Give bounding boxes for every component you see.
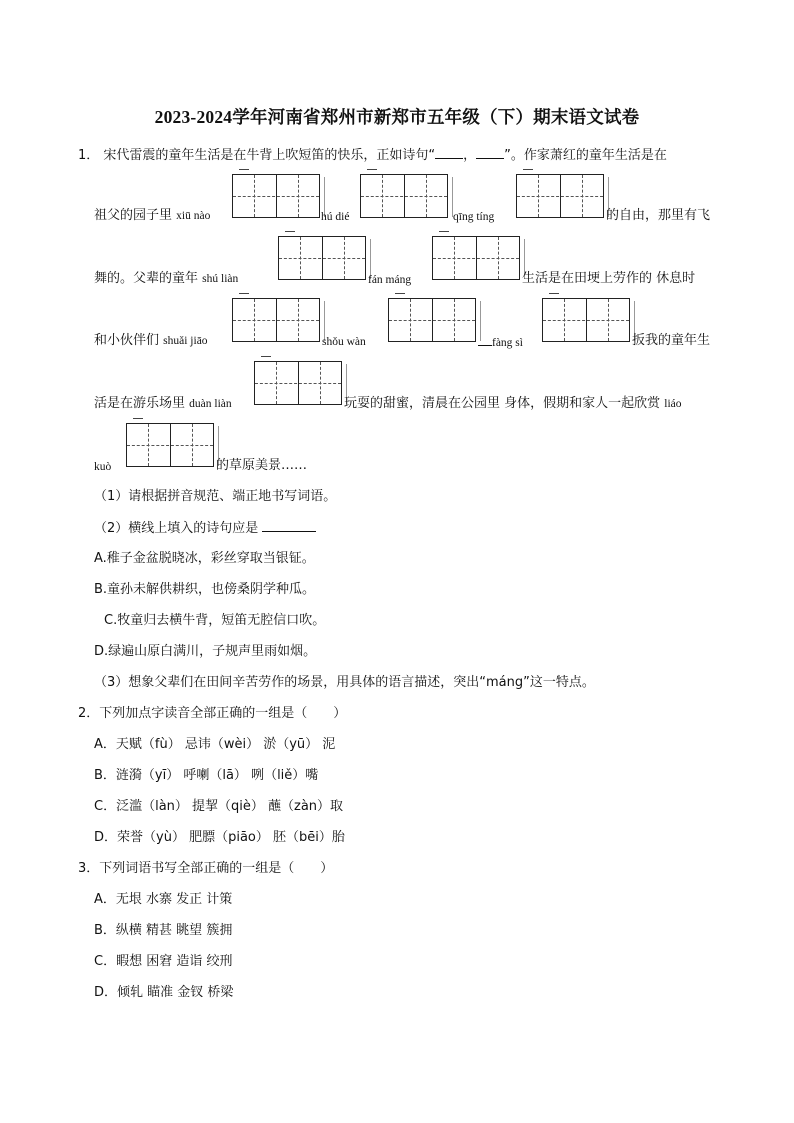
q3-option-d[interactable]: D．倾轧 瞄准 金钗 桥梁 — [94, 985, 234, 1000]
pinyin-fangsi-wrap: fàng sì — [478, 333, 523, 352]
q1-line-1: 1． 宋代雷震的童年生活是在牛背上吹短笛的快乐，正如诗句“ ， ”。作家萧红的童年生活是在 — [78, 148, 667, 163]
q2-option-d[interactable]: D．荣誉（yù） 肥膘（piāo） 胚（bēi）胎 — [94, 830, 345, 845]
pinyin-kuo: kuò — [94, 461, 112, 473]
q1-option-b[interactable]: B.童孙未解供耕织，也傍桑阴学种瓜。 — [94, 582, 316, 597]
q1-line-3-end: 生活是在田埂上劳作的 休息时 — [522, 271, 696, 286]
q2-stem: 2．下列加点字读音全部正确的一组是（ ） — [78, 706, 347, 721]
answer-grid-8[interactable] — [542, 298, 630, 342]
pinyin-qingting: qīng tíng — [453, 211, 495, 223]
q1-option-a[interactable]: A.稚子金盆脱晓冰，彩丝穿取当银钲。 — [94, 551, 315, 566]
answer-grid-6[interactable] — [232, 298, 320, 342]
q1-sub-2: （2）横线上填入的诗句应是 — [94, 519, 316, 538]
answer-grid-1[interactable] — [232, 174, 320, 218]
answer-grid-2[interactable] — [360, 174, 448, 218]
q1-option-c[interactable]: C.牧童归去横牛背，短笛无腔信口吹。 — [104, 613, 326, 628]
pinyin-shouwan: shǒu wàn — [322, 336, 366, 348]
q1-line-2-start: 祖父的园子里 xiū nào — [94, 208, 211, 223]
q1-line-5-start: 活是在游乐场里 duàn liàn — [94, 396, 232, 411]
answer-grid-4[interactable] — [278, 236, 366, 280]
pinyin-hudie: hú dié — [321, 211, 350, 223]
q1-sub-1: （1）请根据拼音规范、端正地书写词语。 — [94, 489, 337, 504]
q1-line-5-mid: 玩耍的甜蜜，清晨在公园里 身体，假期和家人一起欣赏 liáo — [344, 396, 682, 411]
q1-line-3-start: 舞的。父辈的童年 shú liàn — [94, 271, 239, 286]
q1-line-6-end: 的草原美景…… — [216, 458, 308, 473]
q1-line-2-end: 的自由，那里有飞 — [606, 208, 711, 223]
q1-line-4-start: 和小伙伴们 shuǎi jiāo — [94, 333, 208, 348]
answer-grid-7[interactable] — [388, 298, 476, 342]
pinyin-fanmang: fán máng — [368, 274, 412, 286]
page-title: 2023-2024学年河南省郑州市新郑市五年级（下）期末语文试卷 — [154, 107, 640, 127]
q2-option-b[interactable]: B．涟漪（yī） 呼喇（lā） 咧（liě）嘴 — [94, 768, 319, 783]
answer-grid-10[interactable] — [126, 423, 214, 467]
answer-grid-3[interactable] — [516, 174, 604, 218]
q1-line-4-end: 扳我的童年生 — [632, 333, 711, 348]
q2-option-a[interactable]: A．天赋（fù） 忌讳（wèi） 淤（yū） 泥 — [94, 737, 336, 752]
q1-sub-3: （3）想象父辈们在田间辛苦劳作的场景，用具体的语言描述，突出“máng”这一特点。 — [94, 675, 595, 690]
q3-option-a[interactable]: A．无垠 水寨 发正 计策 — [94, 892, 233, 907]
poem-blank-1[interactable] — [435, 146, 463, 159]
q1-option-d[interactable]: D.绿遍山原白满川，子规声里雨如烟。 — [94, 644, 317, 659]
sub2-answer-blank[interactable] — [262, 519, 316, 532]
q2-option-c[interactable]: C．泛滥（làn） 提挈（qiè） 蘸（zàn）取 — [94, 799, 344, 814]
q3-option-b[interactable]: B．纵横 精甚 眺望 簇拥 — [94, 923, 233, 938]
answer-grid-5[interactable] — [432, 236, 520, 280]
poem-blank-2[interactable] — [476, 146, 504, 159]
q3-stem: 3．下列词语书写全部正确的一组是（ ） — [78, 861, 334, 876]
q3-option-c[interactable]: C．睱想 困窘 造诣 绞刑 — [94, 954, 233, 969]
answer-grid-9[interactable] — [254, 361, 342, 405]
